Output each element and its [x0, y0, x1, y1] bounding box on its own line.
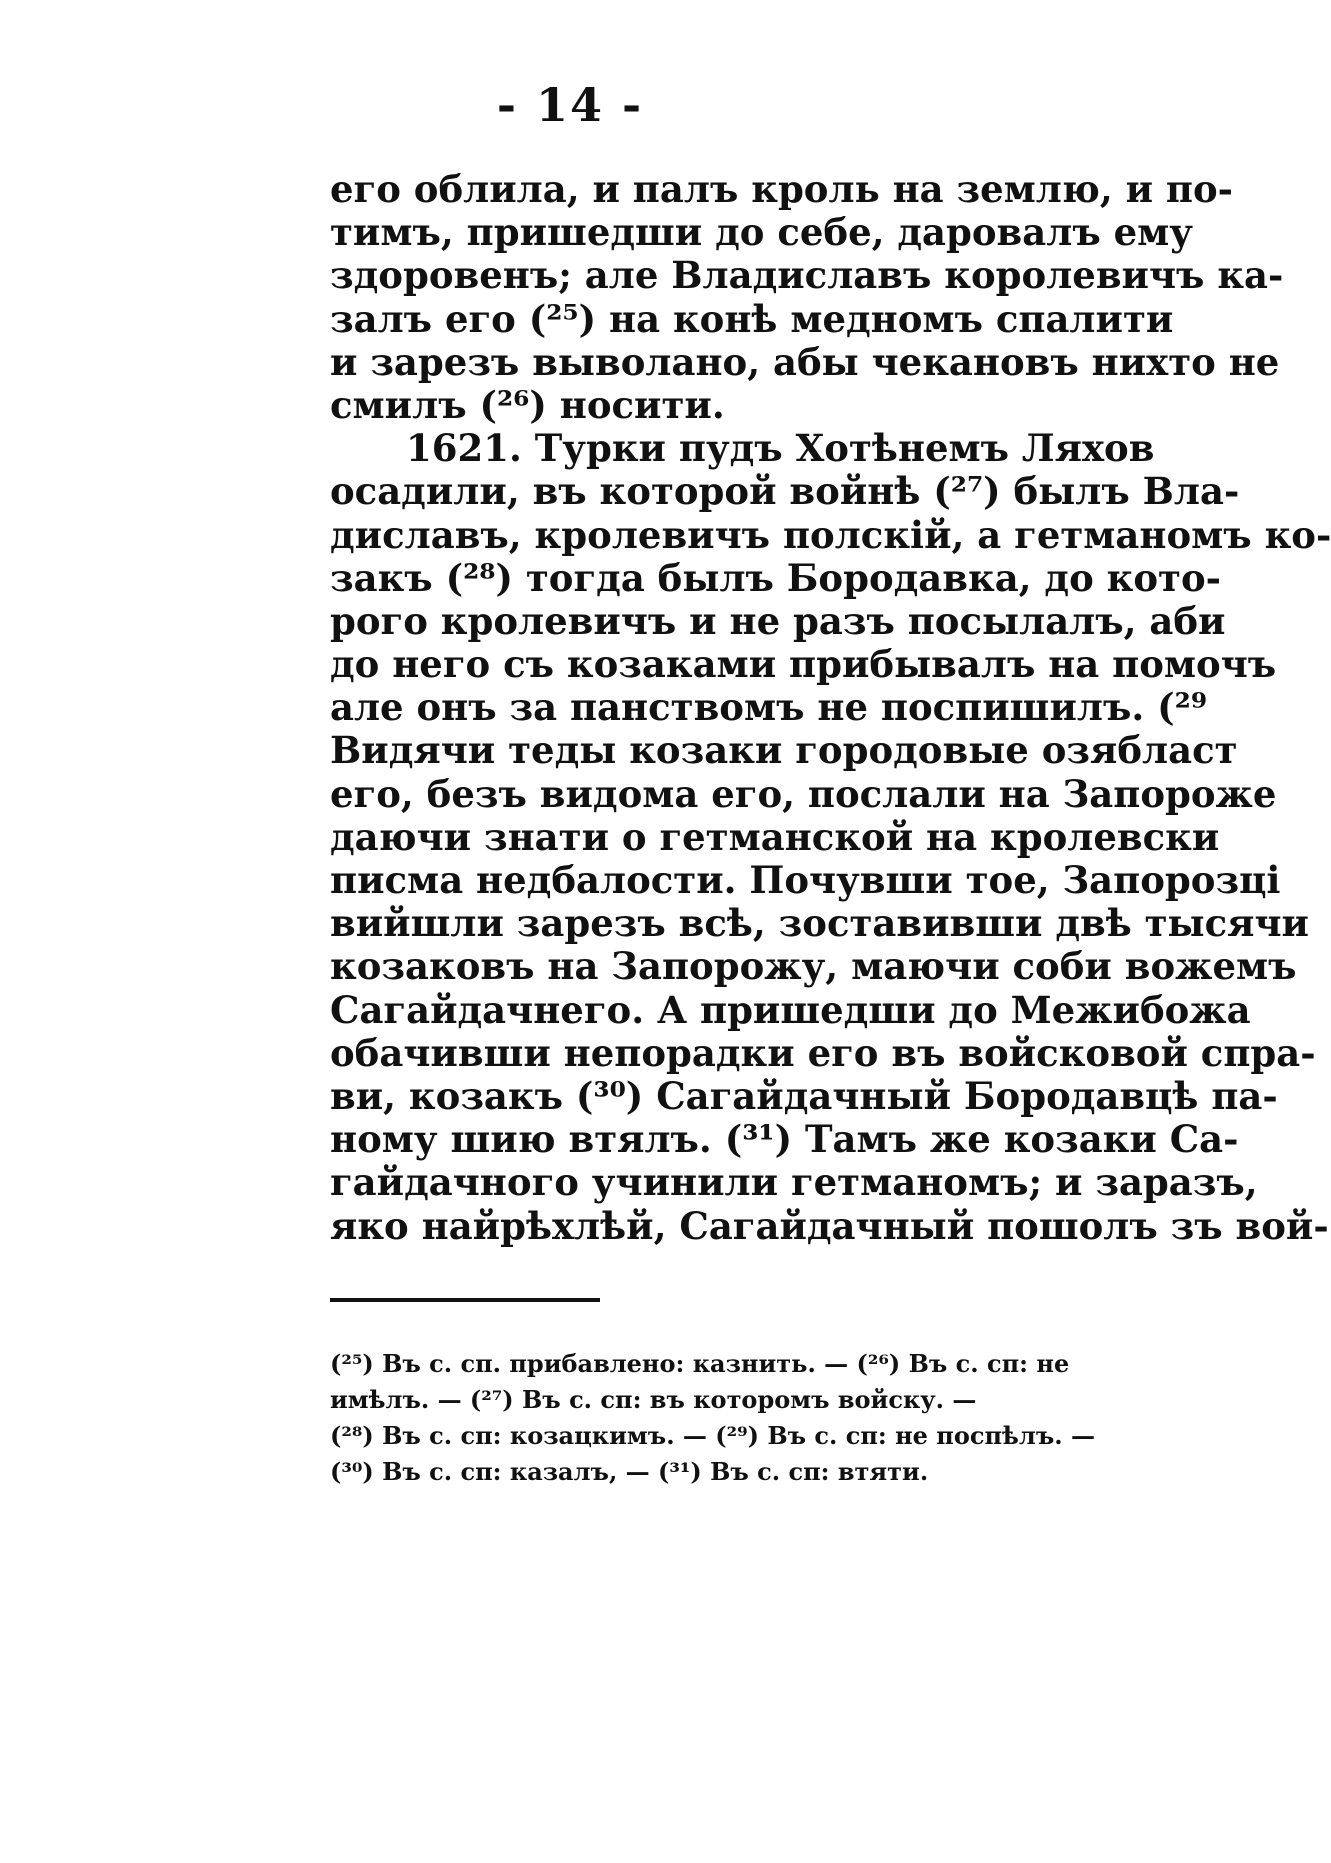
text-line: але онъ за панствомъ не поспишилъ. (²⁹ [330, 685, 1208, 730]
footnote-line: (²⁸) Въ с. сп: козацкимъ. — (²⁹) Въ с. сп: не поспѣлъ. — [330, 1421, 1095, 1450]
text-line: здоровенъ; але Владиславъ королевичъ ка- [330, 253, 1284, 298]
text-line: гайдачного учинили гетманомъ; и заразъ, [330, 1160, 1258, 1205]
page-number: - 14 - [496, 78, 644, 132]
footnote-rule [330, 1298, 600, 1302]
text-line: и зарезъ выволано, абы чекановъ нихто не [330, 339, 1280, 384]
text-line: яко найрѣхлѣй, Сагайдачный пошолъ зъ вой- [330, 1203, 1329, 1248]
text-line: 1621. Турки пудъ Хотѣнемъ Ляхов [406, 426, 1155, 471]
main-text [330, 167, 1331, 1248]
text-line: до него съ козаками прибывалъ на помочъ [330, 642, 1277, 687]
text-line: козаковъ на Запорожу, маючи соби вожемъ [330, 944, 1297, 989]
text-line: вийшли зарезъ всѣ, зоставивши двѣ тысячи [330, 901, 1310, 946]
footnote-line: имѣлъ. — (²⁷) Въ с. сп: въ которомъ войску. — [330, 1385, 977, 1414]
text-line: закъ (²⁸) тогда былъ Бородавка, до кото- [330, 555, 1222, 600]
footnote-line: (³⁰) Въ с. сп: казалъ, — (³¹) Въ с. сп: втяти. [330, 1457, 929, 1486]
text-line: осадили, въ которой войнѣ (²⁷) былъ Вла- [330, 469, 1240, 514]
text-line: смилъ (²⁶) носити. [330, 382, 725, 427]
footnotes [330, 1346, 1125, 1490]
text-line: его, безъ видома его, послали на Запороже [330, 771, 1277, 816]
text-line: Видячи теды козаки городовые озябласт [330, 728, 1238, 773]
text-line: даючи знати о гетманской на кролевски [330, 814, 1220, 859]
text-line: рого кролевичъ и не разъ посылалъ, аби [330, 598, 1226, 643]
text-line: Сагайдачнего. А пришедши до Межибожа [330, 987, 1251, 1032]
text-line: ному шию втялъ. (³¹) Тамъ же козаки Са- [330, 1117, 1239, 1162]
text-line: его облила, и палъ кроль на землю, и по- [330, 167, 1234, 211]
text-line: залъ его (²⁵) на конѣ медномъ спалити [330, 296, 1174, 341]
text-line: писма недбалости. Почувши тое, Запорозці [330, 858, 1281, 902]
text-line: ви, козакъ (³⁰) Сагайдачный Бородавцѣ па- [330, 1073, 1278, 1118]
text-line: обачивши непорадки его въ войсковой спра- [330, 1030, 1316, 1075]
footnote-line: (²⁵) Въ с. сп. прибавлено: казнить. — (²⁶) Въ с. сп: не [330, 1349, 1070, 1378]
text-line: тимъ, пришедши до себе, даровалъ ему [330, 210, 1193, 255]
text-line: диславъ, кролевичъ полскій, а гетманомъ ко- [330, 512, 1331, 557]
